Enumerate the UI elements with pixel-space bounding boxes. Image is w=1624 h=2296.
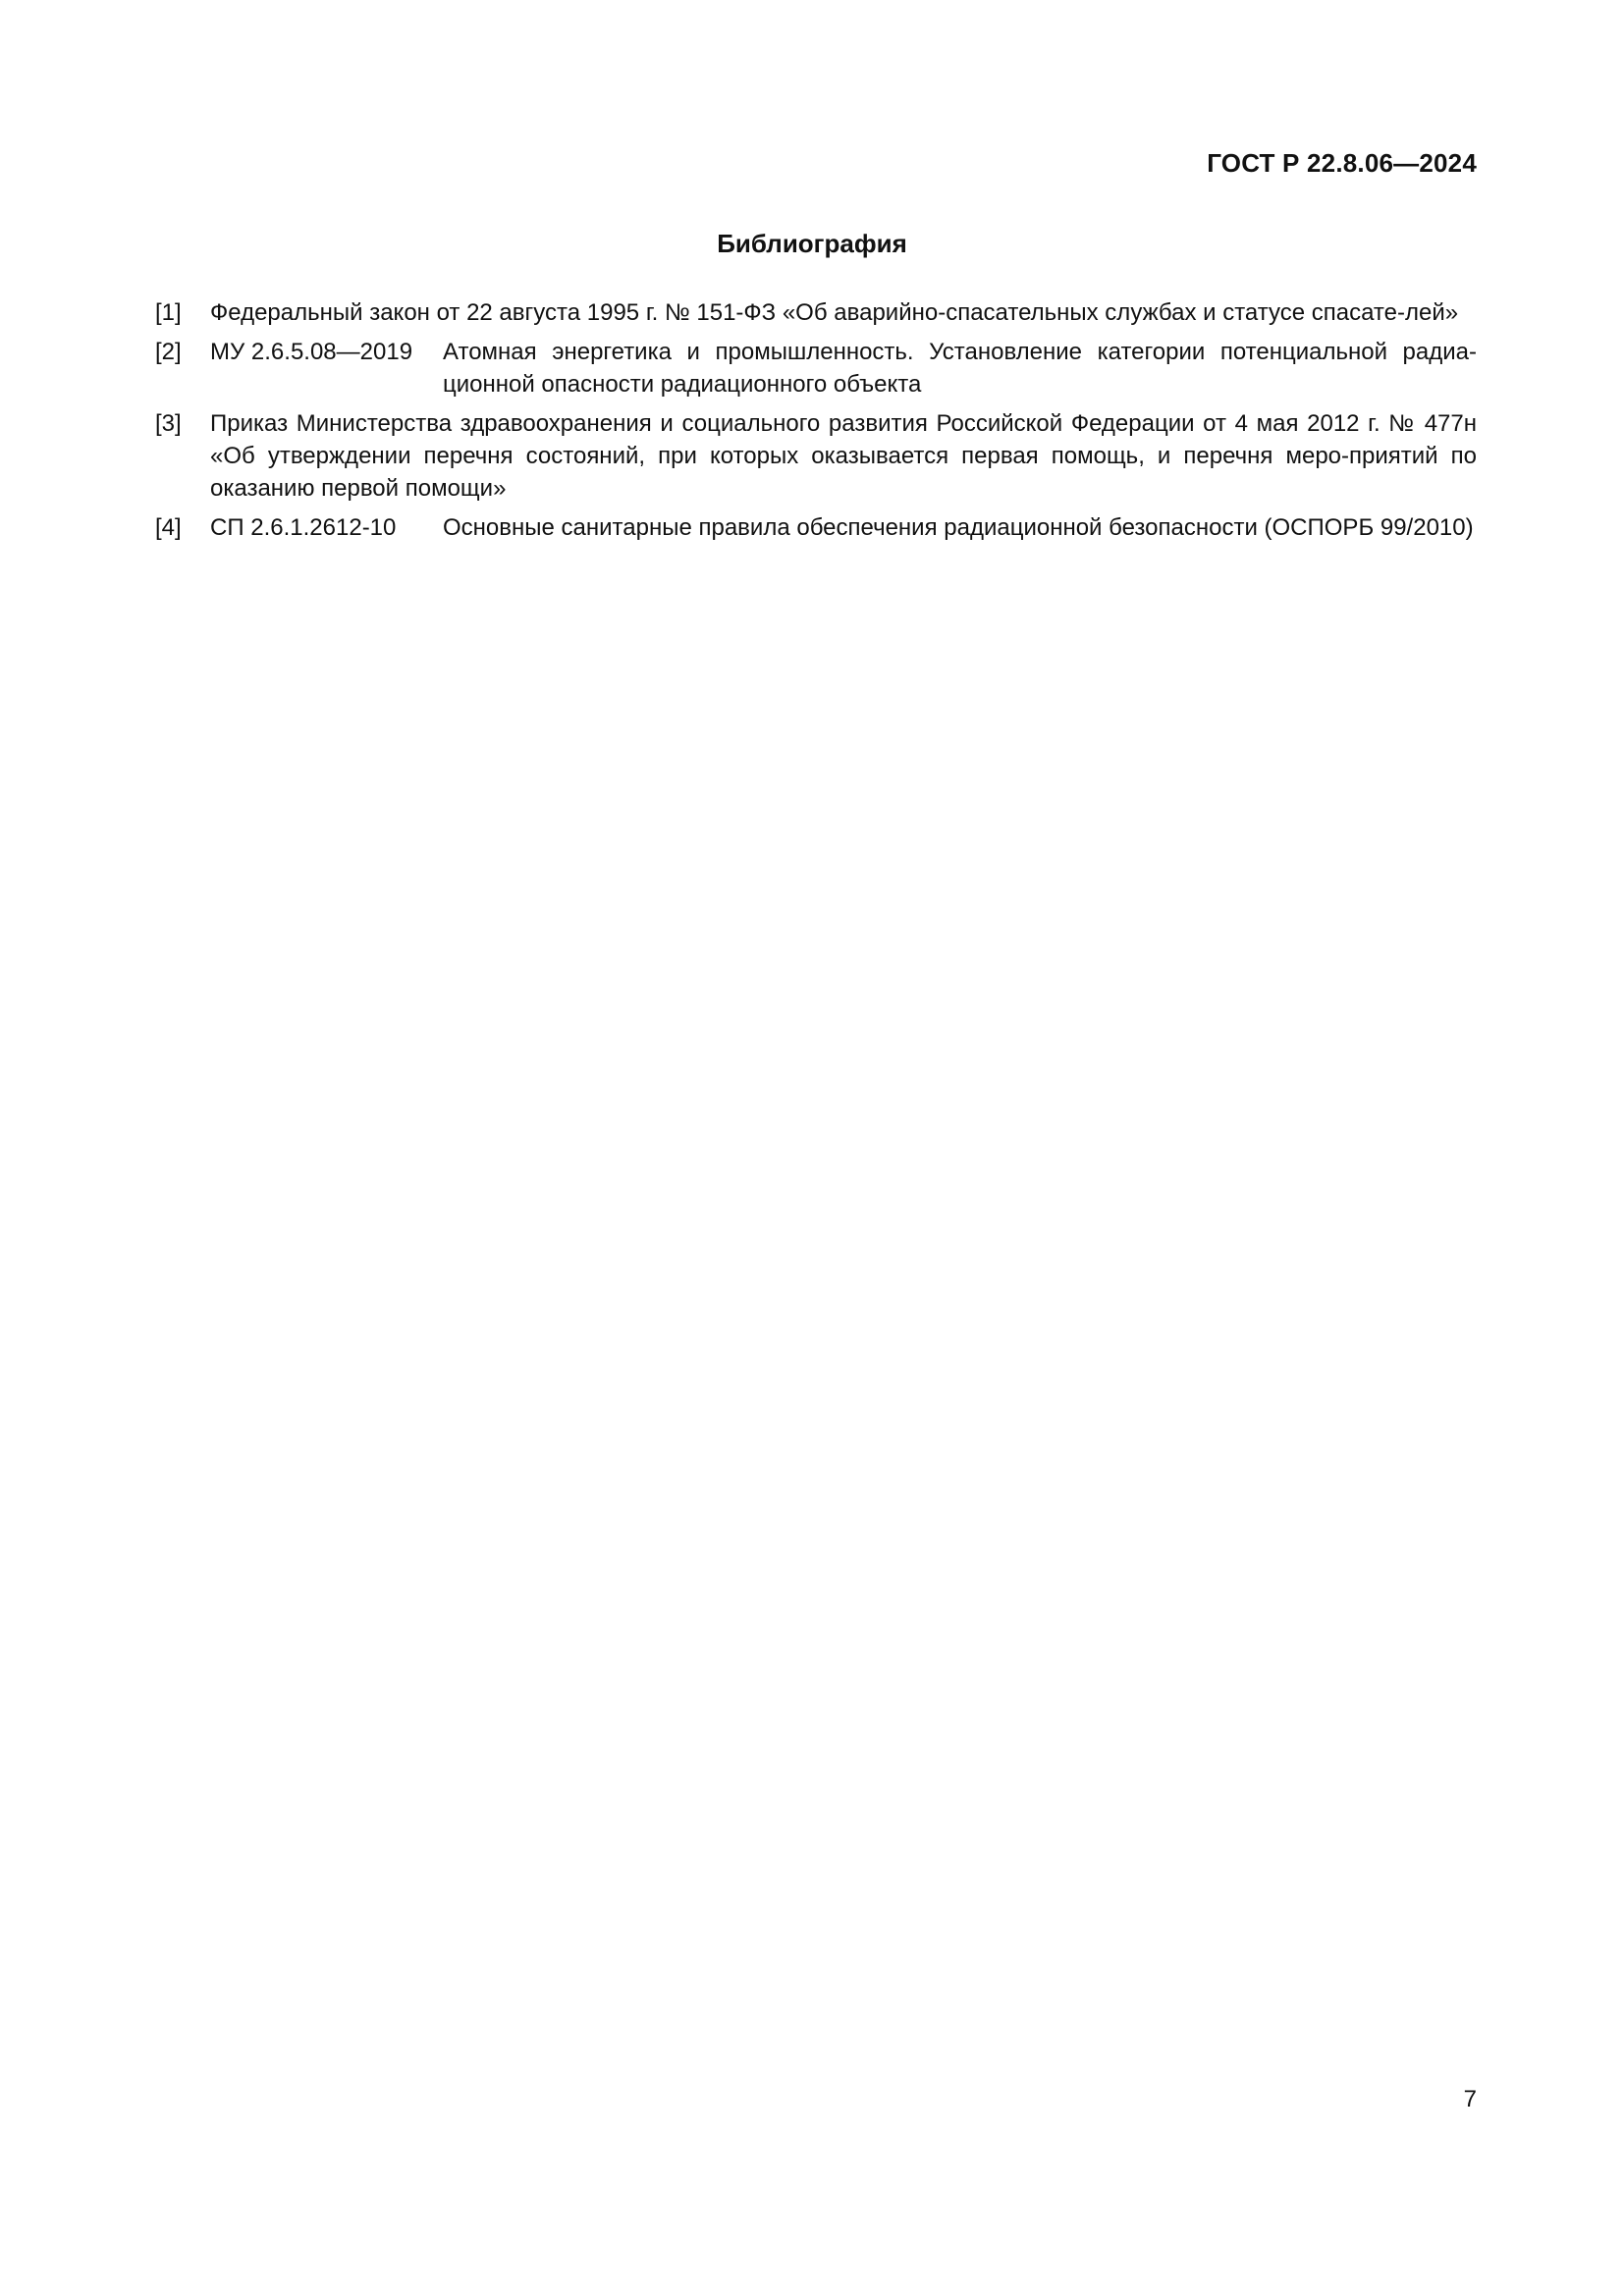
bibliography-entry (210, 511, 1477, 544)
bibliography-entry (210, 336, 1477, 400)
document-code: ГОСТ Р 22.8.06—2024 (1207, 148, 1477, 178)
bibliography-item (155, 336, 1477, 400)
bibliography-code: СП 2.6.1.2612-10 (210, 514, 397, 541)
bibliography-item (155, 407, 1477, 505)
bibliography-item (155, 296, 1477, 329)
bibliography-text: Федеральный закон от 22 августа 1995 г. № 151-ФЗ «Об аварийно-спасательных службах и статусе спасате-лей» (210, 299, 1459, 326)
bibliography-item (155, 511, 1477, 544)
section-title: Библиография (717, 229, 907, 258)
bibliography-list (155, 296, 1477, 551)
bibliography-number: [1] (155, 299, 182, 326)
bibliography-text: Приказ Министерства здравоохранения и социального развития Российской Федерации от 4 мая 2012 г. № 477н «Об утверждении перечня состояний, при которых оказывается первая помощь, и перечня меро-приятий по оказанию первой помощи» (210, 410, 1477, 502)
bibliography-number: [4] (155, 514, 182, 541)
bibliography-text: Атомная энергетика и промышленность. Установление категории потенциальной радиа-ционной опасности радиационного объекта (443, 339, 1477, 398)
bibliography-number: [3] (155, 410, 182, 437)
bibliography-number: [2] (155, 339, 182, 365)
page-number: 7 (1463, 2086, 1477, 2112)
bibliography-code: МУ 2.6.5.08—2019 (210, 339, 413, 365)
bibliography-text: Основные санитарные правила обеспечения радиационной безопасности (ОСПОРБ 99/2010) (443, 514, 1474, 541)
